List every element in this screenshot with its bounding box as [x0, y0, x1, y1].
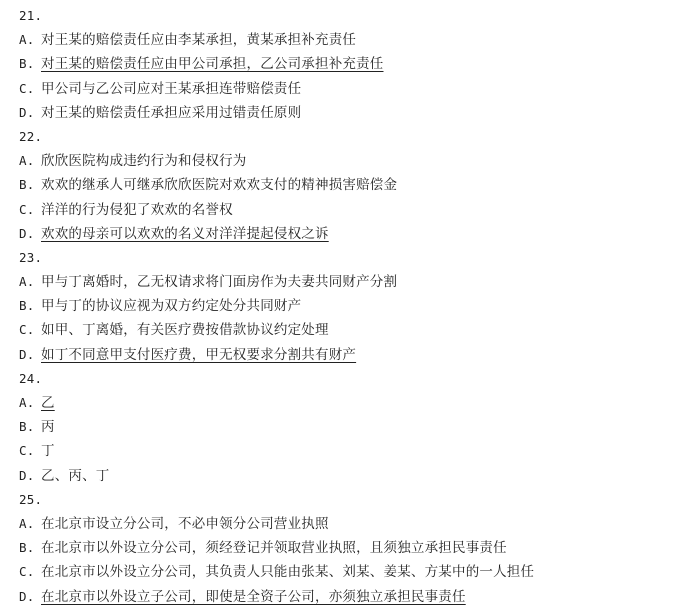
option-text-underlined: 乙	[41, 395, 55, 411]
option-d: D. 在北京市以外设立子公司，即使是全资子公司，亦须独立承担民事责任	[19, 588, 466, 605]
question-number: 21.	[19, 8, 43, 23]
option-b: B. 对王某的赔偿责任应由甲公司承担，乙公司承担补充责任	[19, 56, 384, 73]
option-b: B. 甲与丁的协议应视为双方约定处分共同财产	[19, 298, 302, 315]
option-text: 在北京市设立分公司，不必申领分公司营业执照	[41, 515, 329, 532]
option-a: A. 甲与丁离婚时，乙无权请求将门面房作为夫妻共同财产分割	[19, 274, 398, 291]
option-text: 在北京市以外设立分公司，须经登记并领取营业执照，且须独立承担民事责任	[41, 540, 507, 557]
option-a: A. 在北京市设立分公司，不必申领分公司营业执照	[19, 515, 329, 532]
option-c: C. 甲公司与乙公司应对王某承担连带赔偿责任	[19, 80, 302, 97]
question-number: 22.	[19, 128, 43, 144]
option-text: 如甲、丁离婚，有关医疗费按借款协议约定处理	[41, 322, 329, 339]
option-text-underlined: 在北京市以外设立子公司，即使是全资子公司，亦须独立承担民事责任	[41, 588, 466, 605]
option-d: D. 欢欢的母亲可以欢欢的名义对洋洋提起侵权之诉	[19, 225, 329, 242]
question-number: 24.	[19, 370, 43, 386]
option-a: A. 乙	[19, 395, 55, 411]
option-b: B. 在北京市以外设立分公司，须经登记并领取营业执照，且须独立承担民事责任	[19, 540, 507, 557]
option-text: 乙、丙、丁	[41, 467, 110, 484]
option-a: A. 欣欣医院构成违约行为和侵权行为	[19, 153, 247, 170]
option-c: C. 洋洋的行为侵犯了欢欢的名誉权	[19, 201, 233, 218]
option-text: 在北京市以外设立分公司，其负责人只能由张某、刘某、姜某、方某中的一人担任	[41, 564, 535, 581]
option-c: C. 如甲、丁离婚，有关医疗费按借款协议约定处理	[19, 322, 329, 339]
option-text: 对王某的赔偿责任应由李某承担，黄某承担补充责任	[41, 32, 357, 49]
option-text: 欢欢的继承人可继承欣欣医院对欢欢支付的精神损害赔偿金	[41, 177, 398, 194]
option-d: D. 如丁不同意甲支付医疗费，甲无权要求分割共有财产	[19, 346, 357, 363]
option-text: 欣欣医院构成违约行为和侵权行为	[41, 153, 247, 170]
question-list	[19, 4, 679, 609]
question-number: 25.	[19, 491, 43, 507]
option-b: B. 欢欢的继承人可继承欣欣医院对欢欢支付的精神损害赔偿金	[19, 177, 398, 194]
option-d: D. 对王某的赔偿责任承担应采用过错责任原则	[19, 104, 302, 121]
option-c: C. 在北京市以外设立分公司，其负责人只能由张某、刘某、姜某、方某中的一人担任	[19, 564, 535, 581]
option-text: 丙	[41, 419, 55, 436]
option-text: 对王某的赔偿责任承担应采用过错责任原则	[41, 104, 302, 121]
question-number: 23.	[19, 249, 43, 265]
option-text: 甲与丁离婚时，乙无权请求将门面房作为夫妻共同财产分割	[41, 274, 398, 291]
option-d: D. 乙、丙、丁	[19, 467, 110, 484]
option-c: C. 丁	[19, 443, 55, 460]
option-text-underlined: 对王某的赔偿责任应由甲公司承担，乙公司承担补充责任	[41, 56, 384, 73]
option-a: A. 对王某的赔偿责任应由李某承担，黄某承担补充责任	[19, 32, 357, 49]
option-text: 洋洋的行为侵犯了欢欢的名誉权	[41, 201, 233, 218]
option-text-underlined: 如丁不同意甲支付医疗费，甲无权要求分割共有财产	[41, 346, 357, 363]
option-text: 丁	[41, 443, 55, 460]
option-text-underlined: 欢欢的母亲可以欢欢的名义对洋洋提起侵权之诉	[41, 225, 329, 242]
option-text: 甲与丁的协议应视为双方约定处分共同财产	[41, 298, 302, 315]
option-b: B. 丙	[19, 419, 55, 436]
option-text: 甲公司与乙公司应对王某承担连带赔偿责任	[41, 80, 302, 97]
